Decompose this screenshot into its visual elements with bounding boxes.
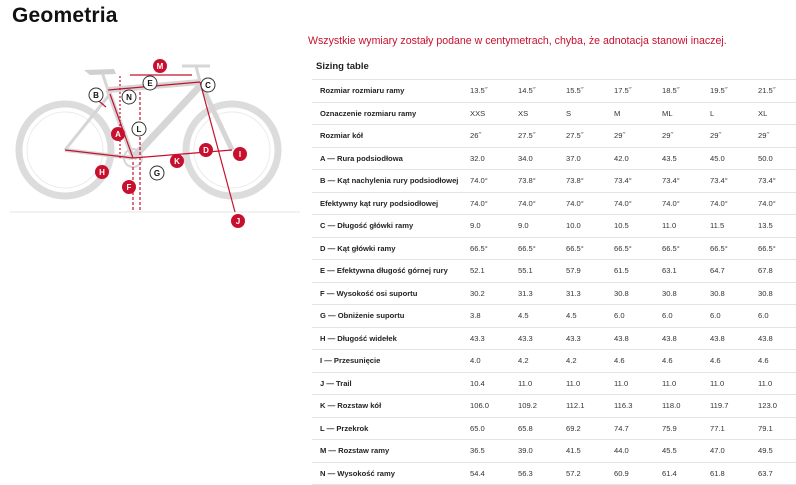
- table-cell: 63.7: [748, 462, 796, 485]
- table-row: [312, 282, 796, 305]
- table-cell: 66.5°: [604, 237, 652, 260]
- marker-g-label: G: [153, 169, 161, 178]
- marker-l: [132, 122, 146, 136]
- geometry-table: [312, 79, 796, 485]
- table-cell: 116.3: [604, 395, 652, 418]
- table-cell: 4.6: [700, 350, 748, 373]
- table-cell: 69.2: [556, 417, 604, 440]
- row-label: H — Długość widełek: [312, 327, 460, 350]
- table-cell: 18.5˝: [652, 80, 700, 103]
- table-row: [312, 215, 796, 238]
- row-label: Efektywny kąt rury podsiodłowej: [312, 192, 460, 215]
- row-label: D — Kąt główki ramy: [312, 237, 460, 260]
- table-cell: 74.0°: [652, 192, 700, 215]
- table-cell: 43.5: [652, 147, 700, 170]
- table-cell: 112.1: [556, 395, 604, 418]
- table-cell: 65.8: [508, 417, 556, 440]
- table-cell: 66.5°: [748, 237, 796, 260]
- table-cell: 30.8: [652, 282, 700, 305]
- table-cell: 31.3: [556, 282, 604, 305]
- table-cell: 19.5˝: [700, 80, 748, 103]
- marker-b: [89, 88, 103, 102]
- table-cell: 4.2: [556, 350, 604, 373]
- table-row: [312, 395, 796, 418]
- table-cell: 106.0: [460, 395, 508, 418]
- row-label: C — Długość główki ramy: [312, 215, 460, 238]
- marker-c-label: C: [205, 81, 211, 90]
- table-cell: 47.0: [700, 440, 748, 463]
- table-cell: 57.9: [556, 260, 604, 283]
- measurement-notice: Wszystkie wymiary zostały podane w centymetrach, chyba, że adnotacja stanowi inaczej.: [308, 35, 727, 47]
- table-cell: 66.5°: [508, 237, 556, 260]
- table-cell: 11.0: [748, 372, 796, 395]
- table-cell: 39.0: [508, 440, 556, 463]
- marker-k: [170, 154, 184, 168]
- table-cell: 43.3: [556, 327, 604, 350]
- table-cell: 3.8: [460, 305, 508, 328]
- table-cell: 73.4°: [700, 170, 748, 193]
- table-cell: L: [700, 102, 748, 125]
- table-cell: 73.4°: [748, 170, 796, 193]
- table-cell: 42.0: [604, 147, 652, 170]
- table-cell: 11.0: [508, 372, 556, 395]
- marker-f: [122, 180, 136, 194]
- table-cell: 74.0°: [508, 192, 556, 215]
- table-cell: 11.5: [700, 215, 748, 238]
- table-cell: 63.1: [652, 260, 700, 283]
- table-cell: 55.1: [508, 260, 556, 283]
- table-cell: 73.4°: [652, 170, 700, 193]
- table-cell: 4.5: [508, 305, 556, 328]
- table-cell: 27.5˝: [508, 125, 556, 148]
- table-cell: 61.4: [652, 462, 700, 485]
- table-cell: 67.8: [748, 260, 796, 283]
- table-cell: 56.3: [508, 462, 556, 485]
- table-cell: 29˝: [748, 125, 796, 148]
- table-cell: 74.0°: [700, 192, 748, 215]
- table-cell: 4.6: [604, 350, 652, 373]
- table-cell: ML: [652, 102, 700, 125]
- marker-j: [231, 214, 245, 228]
- table-cell: XXS: [460, 102, 508, 125]
- table-cell: 66.5°: [652, 237, 700, 260]
- marker-n: [122, 90, 136, 104]
- table-cell: 27.5˝: [556, 125, 604, 148]
- table-cell: 17.5˝: [604, 80, 652, 103]
- table-cell: 21.5˝: [748, 80, 796, 103]
- marker-f-label: F: [126, 183, 132, 192]
- marker-d-label: D: [203, 146, 209, 155]
- table-cell: 11.0: [604, 372, 652, 395]
- table-cell: 60.9: [604, 462, 652, 485]
- table-cell: 123.0: [748, 395, 796, 418]
- table-cell: 43.8: [652, 327, 700, 350]
- table-cell: 73.8°: [508, 170, 556, 193]
- table-cell: 4.6: [652, 350, 700, 373]
- table-cell: 75.9: [652, 417, 700, 440]
- table-cell: 4.6: [748, 350, 796, 373]
- table-cell: 74.0°: [460, 192, 508, 215]
- table-cell: 4.2: [508, 350, 556, 373]
- table-cell: XL: [748, 102, 796, 125]
- marker-m: [153, 59, 167, 73]
- table-cell: 79.1: [748, 417, 796, 440]
- table-cell: 45.0: [700, 147, 748, 170]
- table-cell: 4.0: [460, 350, 508, 373]
- table-cell: 73.8°: [556, 170, 604, 193]
- marker-i-label: I: [238, 150, 242, 159]
- marker-l-label: L: [136, 125, 142, 134]
- table-cell: 74.0°: [748, 192, 796, 215]
- marker-e-label: E: [147, 79, 153, 88]
- table-row: [312, 170, 796, 193]
- table-cell: 29˝: [700, 125, 748, 148]
- table-cell: 66.5°: [460, 237, 508, 260]
- table-row: [312, 125, 796, 148]
- table-cell: 54.4: [460, 462, 508, 485]
- table-row: [312, 440, 796, 463]
- table-cell: 11.0: [700, 372, 748, 395]
- table-cell: 118.0: [652, 395, 700, 418]
- table-cell: 74.7: [604, 417, 652, 440]
- sizing-table-title: Sizing table: [316, 61, 369, 72]
- table-cell: 74.0°: [556, 192, 604, 215]
- row-label: I — Przesunięcie: [312, 350, 460, 373]
- table-row: [312, 80, 796, 103]
- table-cell: 30.8: [604, 282, 652, 305]
- table-cell: 30.8: [700, 282, 748, 305]
- table-cell: 49.5: [748, 440, 796, 463]
- table-cell: 15.5˝: [556, 80, 604, 103]
- row-label: M — Rozstaw ramy: [312, 440, 460, 463]
- marker-h-label: H: [99, 168, 105, 177]
- table-cell: 43.8: [604, 327, 652, 350]
- table-cell: 66.5°: [556, 237, 604, 260]
- table-cell: XS: [508, 102, 556, 125]
- table-cell: 41.5: [556, 440, 604, 463]
- table-row: [312, 102, 796, 125]
- table-cell: 9.0: [508, 215, 556, 238]
- marker-h: [95, 165, 109, 179]
- table-cell: 65.0: [460, 417, 508, 440]
- table-cell: 119.7: [700, 395, 748, 418]
- table-row: [312, 192, 796, 215]
- table-cell: 11.0: [652, 215, 700, 238]
- table-row: [312, 462, 796, 485]
- marker-e: [143, 76, 157, 90]
- row-label: A — Rura podsiodłowa: [312, 147, 460, 170]
- row-label: L — Przekrok: [312, 417, 460, 440]
- table-cell: 29˝: [652, 125, 700, 148]
- table-row: [312, 350, 796, 373]
- table-cell: 61.8: [700, 462, 748, 485]
- marker-g: [150, 166, 164, 180]
- table-cell: 77.1: [700, 417, 748, 440]
- bike-geometry-diagram: [10, 52, 300, 230]
- table-cell: 50.0: [748, 147, 796, 170]
- table-cell: 43.8: [700, 327, 748, 350]
- marker-n-label: N: [126, 93, 132, 102]
- row-label: E — Efektywna długość górnej rury: [312, 260, 460, 283]
- table-cell: 29˝: [604, 125, 652, 148]
- table-cell: 37.0: [556, 147, 604, 170]
- table-cell: 6.0: [700, 305, 748, 328]
- table-row: [312, 417, 796, 440]
- table-cell: 30.2: [460, 282, 508, 305]
- table-cell: 13.5: [748, 215, 796, 238]
- marker-i: [233, 147, 247, 161]
- row-label: N — Wysokość ramy: [312, 462, 460, 485]
- table-cell: M: [604, 102, 652, 125]
- table-cell: 11.0: [556, 372, 604, 395]
- table-cell: 61.5: [604, 260, 652, 283]
- table-row: [312, 147, 796, 170]
- table-cell: 14.5˝: [508, 80, 556, 103]
- table-cell: 34.0: [508, 147, 556, 170]
- table-cell: 32.0: [460, 147, 508, 170]
- table-cell: 11.0: [652, 372, 700, 395]
- table-cell: 26˝: [460, 125, 508, 148]
- table-cell: 74.0°: [604, 192, 652, 215]
- table-cell: 30.8: [748, 282, 796, 305]
- row-label: B — Kąt nachylenia rury podsiodłowej: [312, 170, 460, 193]
- table-cell: 10.0: [556, 215, 604, 238]
- row-label: F — Wysokość osi suportu: [312, 282, 460, 305]
- table-row: [312, 305, 796, 328]
- table-cell: 74.0°: [460, 170, 508, 193]
- table-cell: 31.3: [508, 282, 556, 305]
- table-cell: 57.2: [556, 462, 604, 485]
- table-cell: 66.5°: [700, 237, 748, 260]
- page-title: Geometria: [12, 4, 118, 27]
- table-row: [312, 237, 796, 260]
- marker-a-label: A: [115, 130, 121, 139]
- table-cell: 6.0: [604, 305, 652, 328]
- table-cell: 4.5: [556, 305, 604, 328]
- table-cell: 109.2: [508, 395, 556, 418]
- table-cell: 44.0: [604, 440, 652, 463]
- table-cell: 64.7: [700, 260, 748, 283]
- row-label: J — Trail: [312, 372, 460, 395]
- table-cell: 43.3: [508, 327, 556, 350]
- table-cell: 9.0: [460, 215, 508, 238]
- table-cell: 52.1: [460, 260, 508, 283]
- table-cell: 45.5: [652, 440, 700, 463]
- table-cell: 36.5: [460, 440, 508, 463]
- marker-d: [199, 143, 213, 157]
- marker-j-label: J: [235, 217, 241, 226]
- table-cell: 6.0: [748, 305, 796, 328]
- marker-k-label: K: [174, 157, 180, 166]
- table-cell: 13.5˝: [460, 80, 508, 103]
- table-cell: 6.0: [652, 305, 700, 328]
- table-row: [312, 327, 796, 350]
- row-label: Oznaczenie rozmiaru ramy: [312, 102, 460, 125]
- table-cell: 10.5: [604, 215, 652, 238]
- table-cell: 73.4°: [604, 170, 652, 193]
- marker-m-label: M: [156, 62, 164, 71]
- row-label: G — Obniżenie suportu: [312, 305, 460, 328]
- marker-a: [111, 127, 125, 141]
- row-label: Rozmiar kół: [312, 125, 460, 148]
- table-cell: 43.8: [748, 327, 796, 350]
- row-label: K — Rozstaw kół: [312, 395, 460, 418]
- row-label: Rozmiar rozmiaru ramy: [312, 80, 460, 103]
- marker-b-label: B: [93, 91, 99, 100]
- table-row: [312, 372, 796, 395]
- table-cell: 43.3: [460, 327, 508, 350]
- marker-c: [201, 78, 215, 92]
- table-cell: S: [556, 102, 604, 125]
- table-row: [312, 260, 796, 283]
- table-cell: 10.4: [460, 372, 508, 395]
